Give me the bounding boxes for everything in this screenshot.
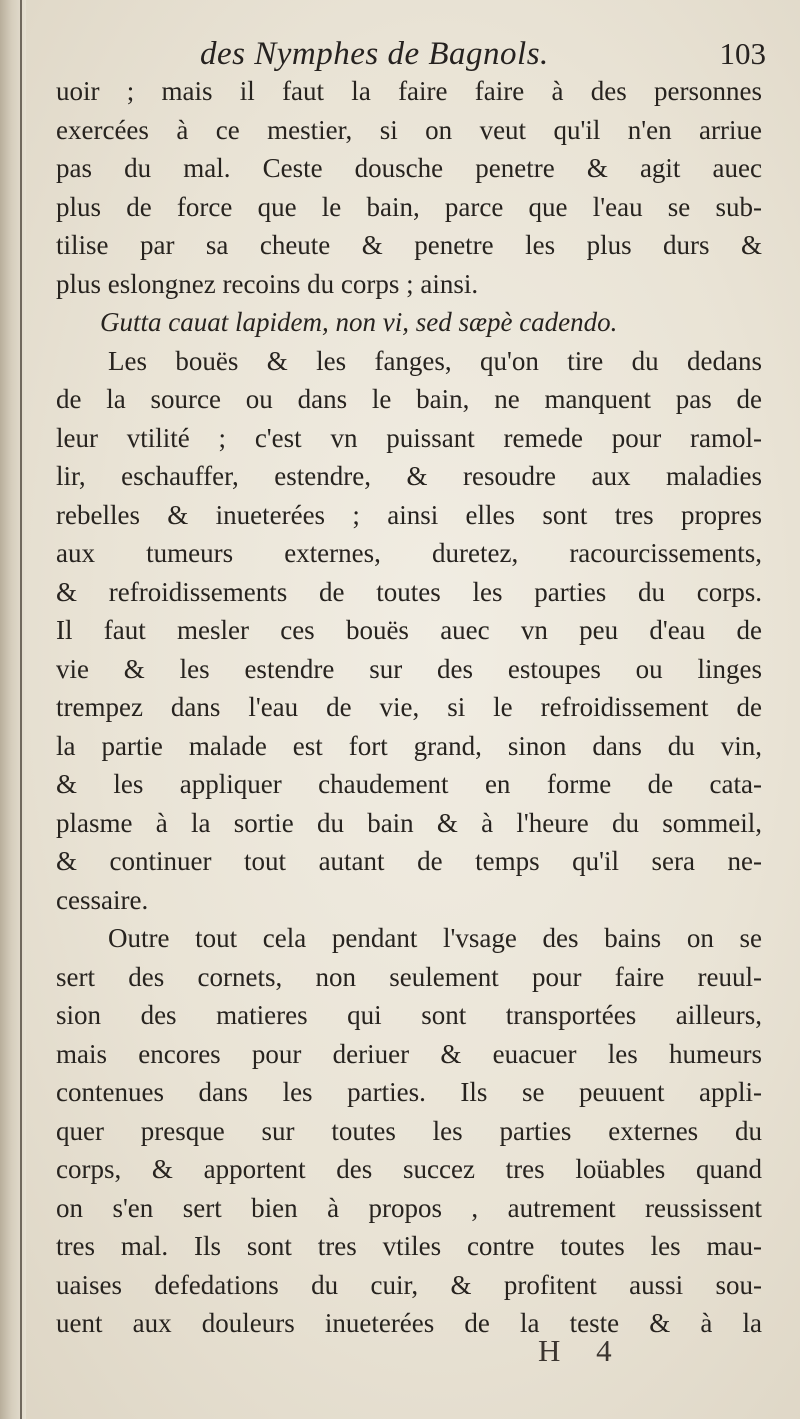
text-line: tres mal. Ils sont tres vtiles contre toutes les mau- (56, 1231, 762, 1261)
text-line: de la source ou dans le bain, ne manquent pas de (56, 384, 762, 414)
binding-edge-line (20, 0, 22, 1419)
text-line: contenues dans les parties. Ils se peuuent appli- (56, 1077, 762, 1107)
text-line: cessaire. (56, 884, 149, 915)
text-line: trempez dans l'eau de vie, si le refroidissement de (56, 692, 762, 722)
text-line: quer presque sur toutes les parties externes du (56, 1115, 762, 1146)
signature-mark: H 4 (538, 1333, 626, 1368)
running-title: des Nymphes de Bagnols. (200, 36, 549, 72)
text-line: exercées à ce mestier, si on veut qu'il n'en arriue (56, 114, 762, 145)
text-line: & continuer tout autant de temps qu'il sera ne- (56, 846, 762, 876)
text-line: uent aux douleurs inueterées de la teste & à la (56, 1308, 762, 1338)
text-line: & refroidissements de toutes les parties du corps. (56, 576, 762, 607)
text-line: vie & les estendre sur des estoupes ou linges (56, 653, 762, 684)
text-line: tilise par sa cheute & penetre les plus durs & (56, 230, 762, 260)
text-line: plasme à la sortie du bain & à l'heure du sommeil, (56, 807, 762, 838)
text-line: aux tumeurs externes, duretez, racourcissements, (56, 538, 762, 568)
body-text (56, 72, 762, 1343)
text-line: & les appliquer chaudement en forme de cata- (56, 769, 762, 799)
text-line: uaises defedations du cuir, & profitent aussi sou- (56, 1269, 762, 1300)
text-line: corps, & apportent des succez tres loüables quand (56, 1154, 762, 1184)
binding-gutter (0, 0, 26, 1419)
text-line: leur vtilité ; c'est vn puissant remede pour ramol- (56, 422, 762, 453)
text-line: uoir ; mais il faut la faire faire à des personnes (56, 76, 762, 106)
page-number: 103 (719, 36, 766, 71)
text-line: sion des matieres qui sont transportées ailleurs, (56, 1000, 762, 1030)
text-line: Il faut mesler ces bouës auec vn peu d'eau de (56, 615, 762, 645)
text-line: on s'en sert bien à propos , autrement reussissent (56, 1192, 762, 1223)
text-line: sert des cornets, non seulement pour faire reuul- (56, 961, 762, 992)
text-line: la partie malade est fort grand, sinon dans du vin, (56, 730, 762, 761)
text-line: plus de force que le bain, parce que l'eau se sub- (56, 191, 762, 222)
text-line: Outre tout cela pendant l'vsage des bains on se (108, 923, 762, 953)
text-line: plus eslongnez recoins du corps ; ainsi. (56, 268, 479, 299)
text-line: mais encores pour deriuer & euacuer les humeurs (56, 1038, 762, 1069)
text-line: lir, eschauffer, estendre, & resoudre aux maladies (56, 461, 762, 491)
text-line: Les bouës & les fanges, qu'on tire du dedans (108, 345, 762, 376)
text-line: pas du mal. Ceste dousche penetre & agit auec (56, 153, 762, 183)
latin-quotation: Gutta cauat lapidem, non vi, sed sæpè cadendo. (100, 307, 618, 337)
text-line: rebelles & inueterées ; ainsi elles sont tres propres (56, 499, 762, 530)
